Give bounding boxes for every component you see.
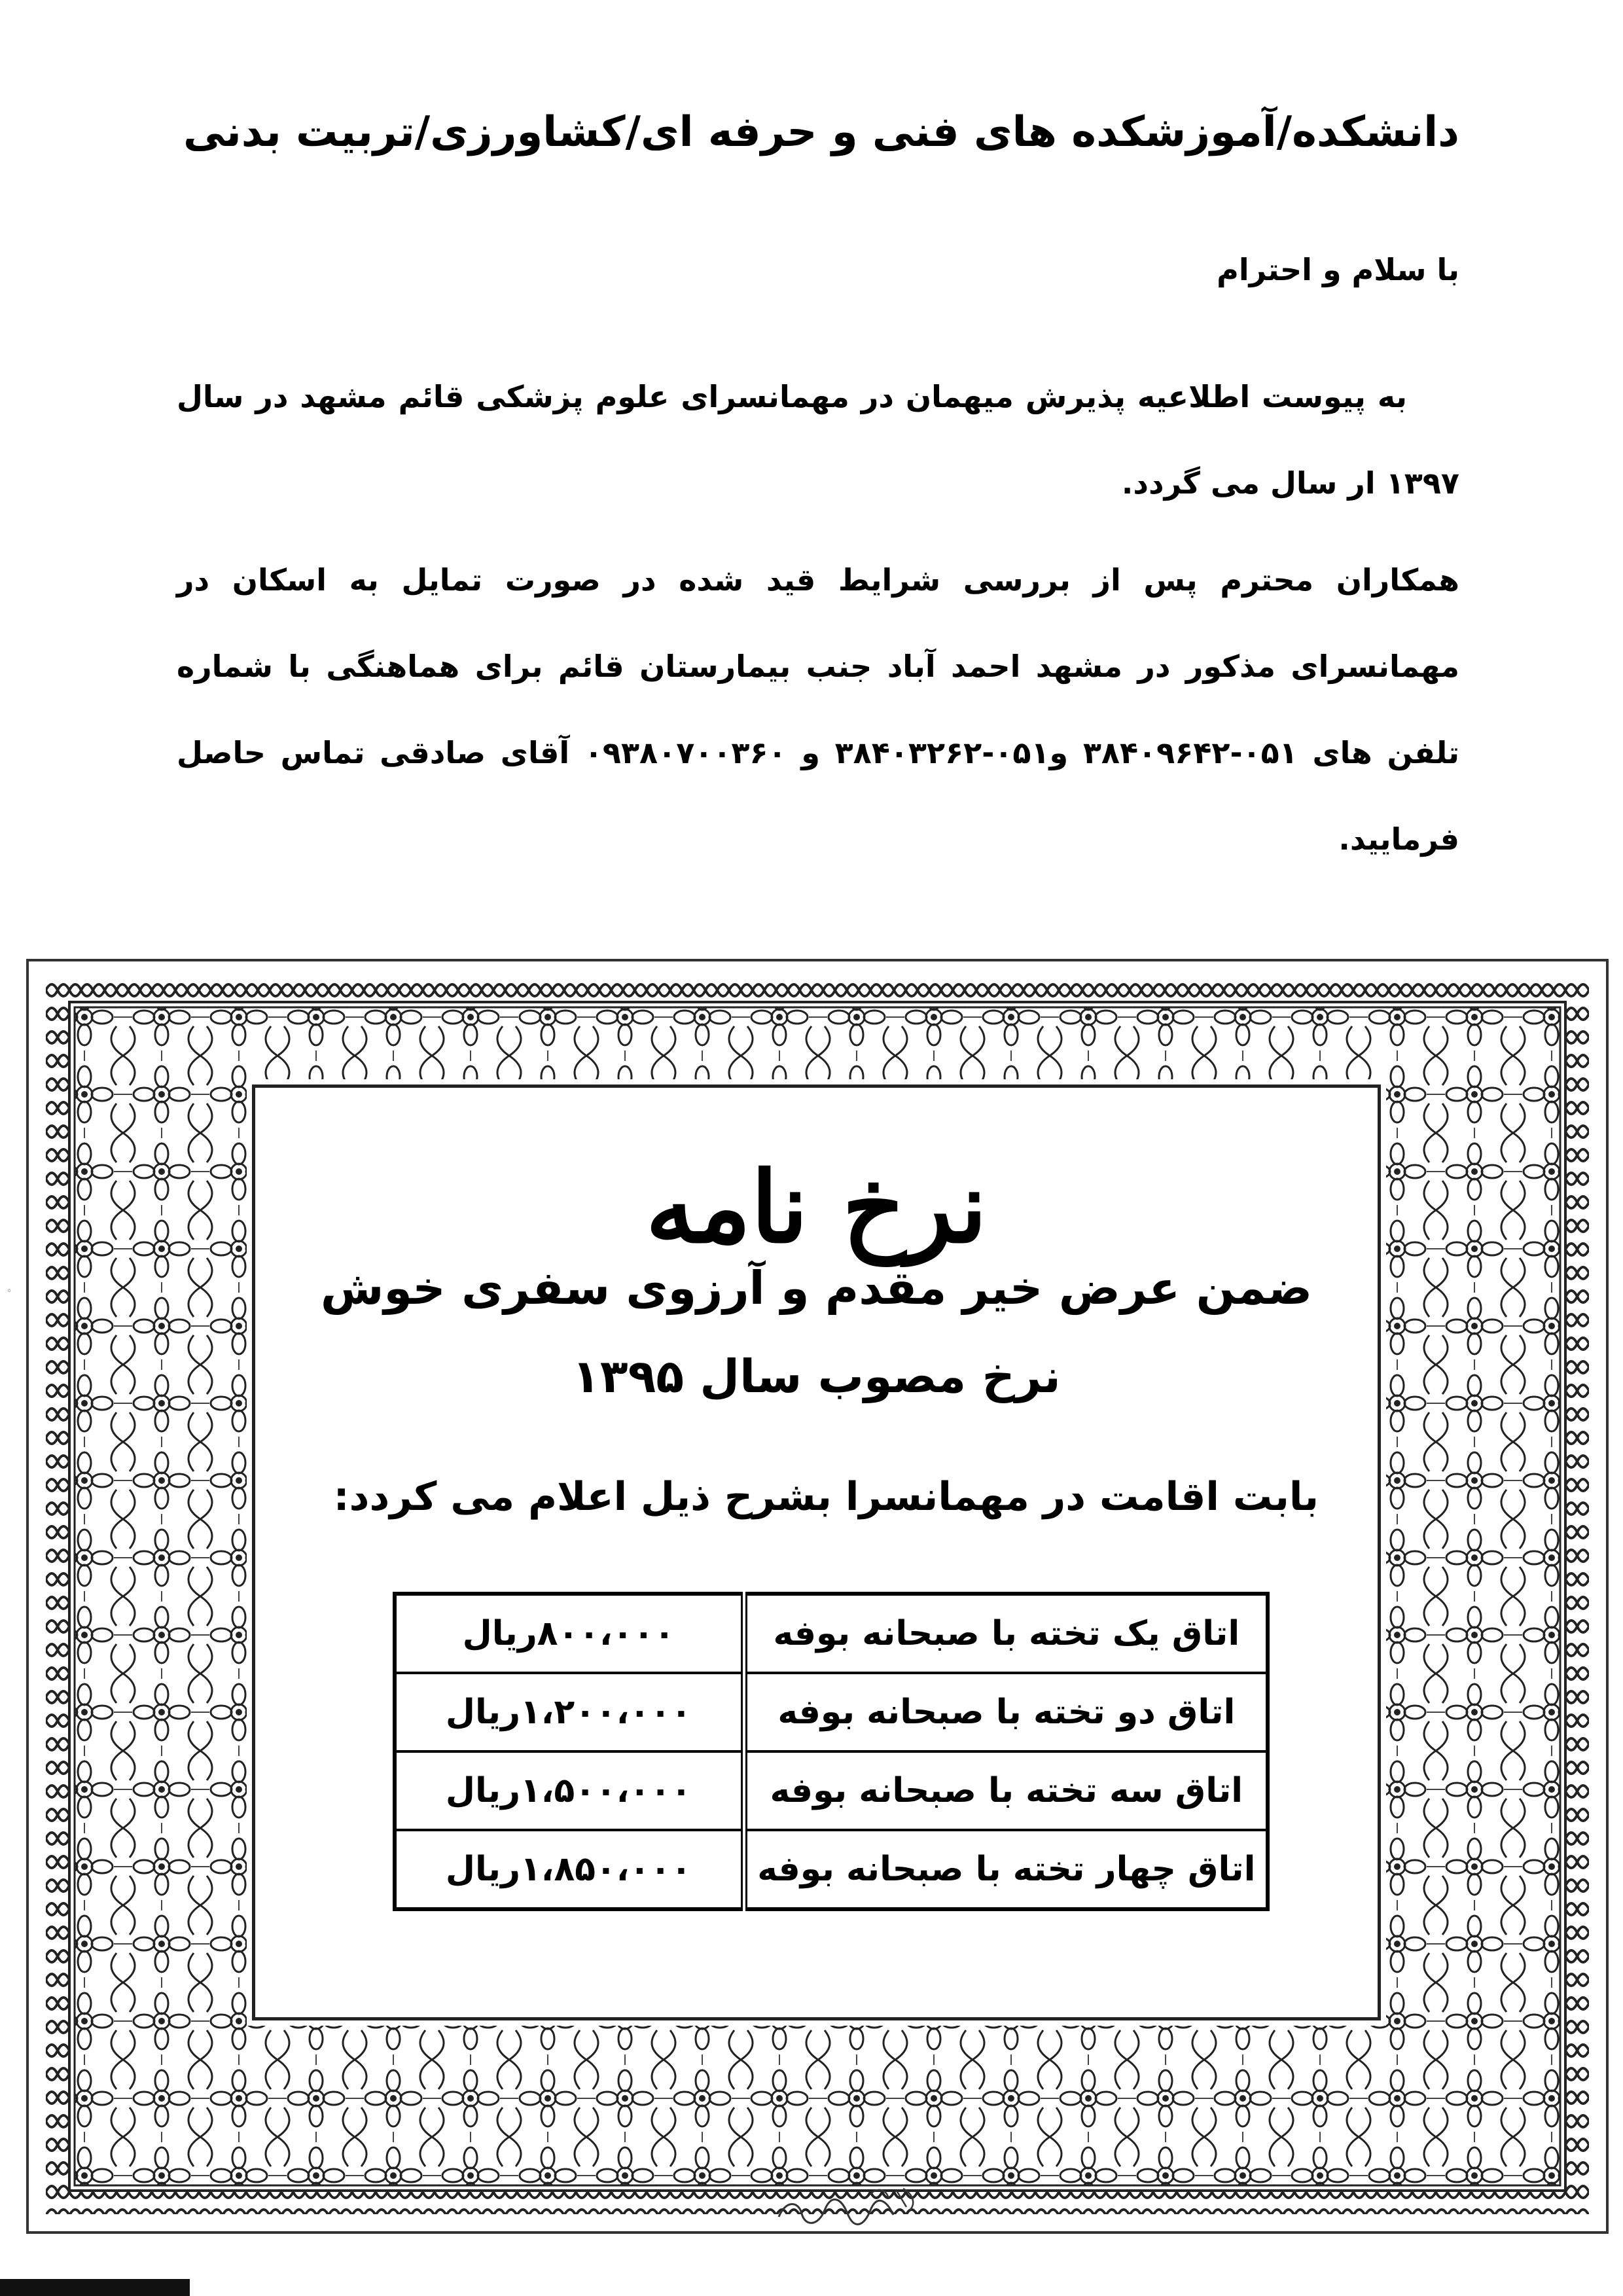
rate-title: نرخ نامه [645, 1150, 988, 1265]
room-type: اتاق دو تخته با صبحانه بوفه [744, 1673, 1268, 1751]
room-type: اتاق سه تخته با صبحانه بوفه [744, 1751, 1268, 1830]
letter-paragraph-2: همکاران محترم پس از بررسی شرایط قید شده در صورت تمایل به اسکان در مهمانسرای مذکور در مشهد احمد آباد جنب بیمارستان قائم برای هماهنگی با شماره تلفن های ۰۵۱-۳۸۴۰۹۶۴۲ و۰۵۱-۳۸۴۰۳۲۶۲ و ۰۹۳۸۰۷۰۰۳۶۰ آقای صادقی تماس حاصل فرمایید. [177, 562, 1459, 857]
handwritten-signature-icon [772, 2181, 923, 2233]
letter-greeting: با سلام و احترام [1217, 252, 1459, 287]
approved-year-line: نرخ مصوب سال ۱۳۹۵ [572, 1350, 1061, 1403]
scanner-footer-strip [0, 2279, 190, 2296]
room-price: ۱،۵۰۰،۰۰۰ریال [395, 1751, 744, 1830]
room-price: ۱،۸۵۰،۰۰۰ریال [395, 1830, 744, 1909]
room-type: اتاق چهار تخته با صبحانه بوفه [744, 1830, 1268, 1909]
room-price: ۸۰۰،۰۰۰ریال [395, 1594, 744, 1673]
welcome-line: ضمن عرض خیر مقدم و آرزوی سفری خوش [320, 1261, 1313, 1315]
rate-notice-panel [252, 1085, 1381, 2020]
room-price: ۱،۲۰۰،۰۰۰ریال [395, 1673, 744, 1751]
letter-paragraph-1: به پیوست اطلاعیه پذیرش میهمان در مهمانسرای علوم پزشکی قائم مشهد در سال ۱۳۹۷ ار سال می گردد. [177, 379, 1459, 501]
rate-table [393, 1592, 1270, 1911]
table-row [395, 1830, 1268, 1909]
table-row [395, 1751, 1268, 1830]
table-row [395, 1594, 1268, 1673]
scan-mark-icon: ◦ [7, 1286, 12, 1297]
room-type: اتاق یک تخته با صبحانه بوفه [744, 1594, 1268, 1673]
lodging-line: بابت اقامت در مهمانسرا بشرح ذیل اعلام می کردد: [333, 1474, 1319, 1520]
table-row [395, 1673, 1268, 1751]
letter-heading: دانشکده/آموزشکده های فنی و حرفه ای/کشاورزی/تربیت بدنی [183, 108, 1459, 156]
